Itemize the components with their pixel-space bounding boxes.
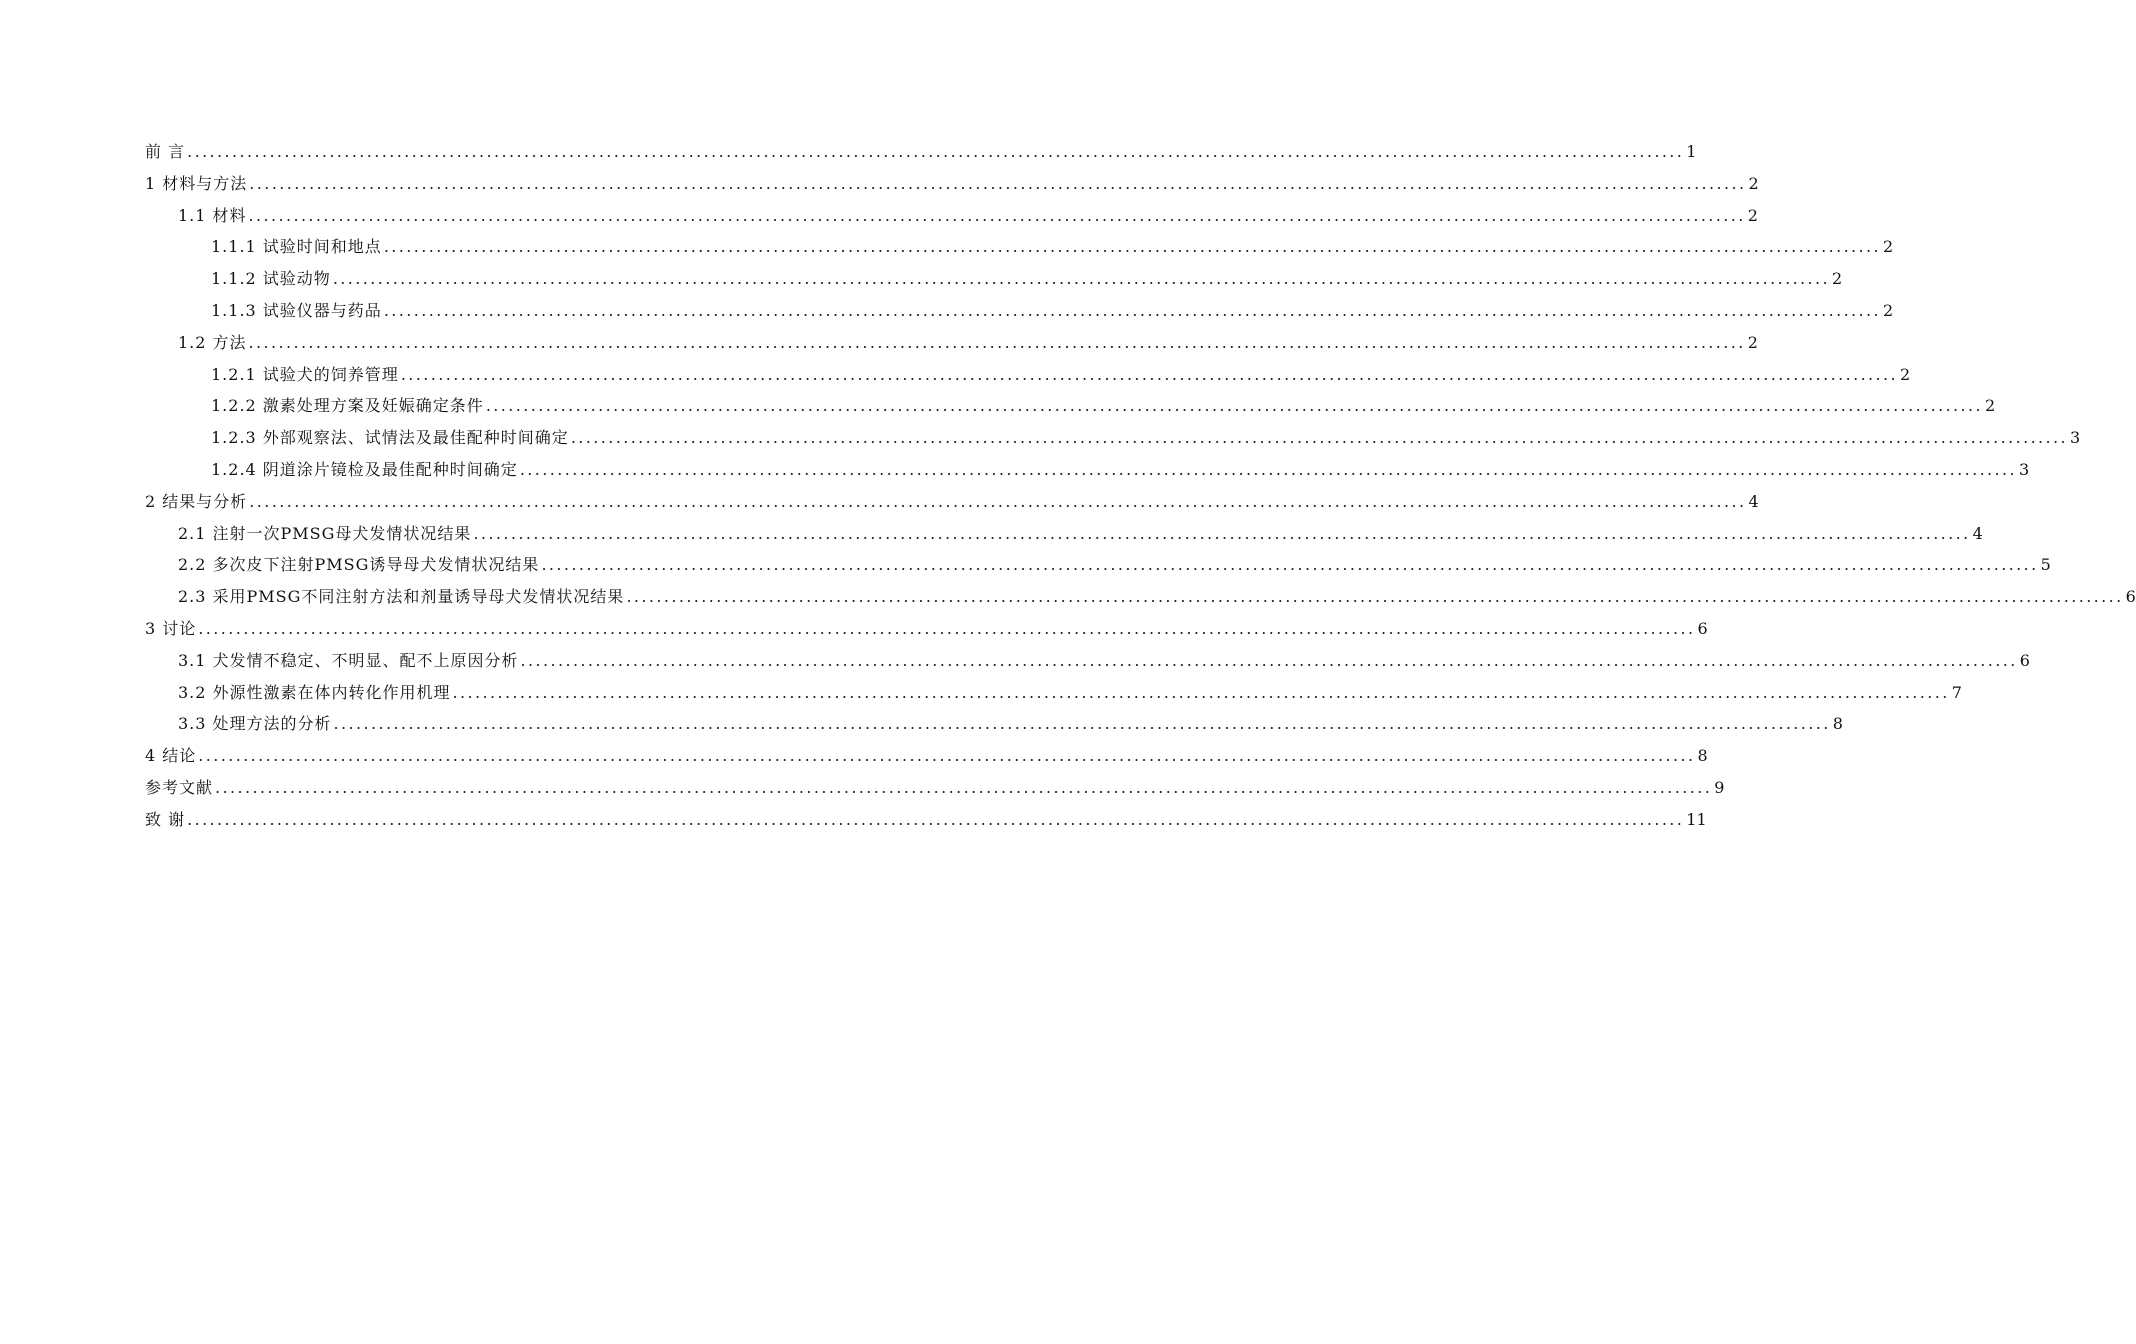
toc-page-number: 7 — [1951, 682, 1962, 702]
toc-dot-leader: ........................................................................................................................................................................................................ — [332, 269, 1830, 289]
toc-entry[interactable] — [145, 708, 1843, 740]
toc-dot-leader: ........................................................................................................................................................................................................ — [383, 237, 1881, 257]
toc-dot-leader: ........................................................................................................................................................................................................ — [519, 459, 2017, 479]
toc-page-number: 9 — [1714, 777, 1725, 797]
toc-entry[interactable] — [145, 136, 1697, 168]
toc-dot-leader: ........................................................................................................................................................................................................ — [248, 332, 1746, 352]
toc-entry-title: 3.1 犬发情不稳定、不明显、配不上原因分析 — [178, 650, 519, 670]
toc-page-number: 11 — [1686, 809, 1707, 829]
toc-dot-leader: ........................................................................................................................................................................................................ — [187, 809, 1685, 829]
toc-entry[interactable] — [145, 231, 1894, 263]
toc-entry[interactable] — [145, 454, 2030, 486]
toc-page-number: 8 — [1697, 746, 1708, 766]
toc-dot-leader: ........................................................................................................................................................................................................ — [400, 364, 1898, 384]
toc-page-number: 2 — [1748, 173, 1759, 193]
toc-entry[interactable] — [145, 200, 1758, 232]
toc-page-number: 2 — [1883, 237, 1894, 257]
toc-entry[interactable] — [145, 263, 1843, 295]
toc-dot-leader: ........................................................................................................................................................................................................ — [383, 300, 1881, 320]
toc-entry[interactable] — [145, 740, 1708, 772]
toc-page-number: 4 — [1748, 491, 1759, 511]
toc-entry[interactable] — [145, 549, 2051, 581]
toc-entry[interactable] — [145, 804, 1707, 836]
toc-page-number: 3 — [2019, 459, 2030, 479]
toc-entry-title: 3 讨论 — [145, 618, 197, 638]
toc-page-number: 2 — [1883, 300, 1894, 320]
toc-page-number: 5 — [2040, 555, 2051, 575]
toc-entry[interactable] — [145, 518, 1983, 550]
toc-entry-title: 4 结论 — [145, 746, 197, 766]
toc-entry-title: 1.1.3 试验仪器与药品 — [211, 300, 382, 320]
toc-page-number: 2 — [1747, 332, 1758, 352]
toc-entry[interactable] — [145, 645, 2030, 677]
toc-entry-title: 1.2.1 试验犬的饲养管理 — [211, 364, 399, 384]
toc-dot-leader: ........................................................................................................................................................................................................ — [333, 714, 1831, 734]
toc-page-number: 6 — [1697, 618, 1708, 638]
toc-entry-title: 1.2 方法 — [178, 332, 247, 352]
toc-entry-title: 2.2 多次皮下注射PMSG诱导母犬发情状况结果 — [178, 555, 540, 575]
toc-entry[interactable] — [145, 772, 1725, 804]
toc-entry-title: 2.3 采用PMSG不同注射方法和剂量诱导母犬发情状况结果 — [178, 587, 625, 607]
toc-dot-leader: ........................................................................................................................................................................................................ — [248, 205, 1746, 225]
toc-dot-leader: ........................................................................................................................................................................................................ — [249, 173, 1747, 193]
toc-page-number: 4 — [1972, 523, 1983, 543]
toc-entry[interactable] — [145, 677, 1962, 709]
toc-dot-leader: ........................................................................................................................................................................................................ — [473, 523, 1971, 543]
toc-page-number: 2 — [1832, 269, 1843, 289]
toc-entry-title: 3.2 外源性激素在体内转化作用机理 — [178, 682, 451, 702]
toc-dot-leader: ........................................................................................................................................................................................................ — [215, 777, 1713, 797]
toc-dot-leader: ........................................................................................................................................................................................................ — [520, 650, 2018, 670]
toc-entry-title: 1.2.2 激素处理方案及妊娠确定条件 — [211, 396, 484, 416]
toc-page-number: 2 — [1747, 205, 1758, 225]
toc-dot-leader: ........................................................................................................................................................................................................ — [452, 682, 1950, 702]
toc-entry-title: 2.1 注射一次PMSG母犬发情状况结果 — [178, 523, 472, 543]
toc-entry-title: 1.1.2 试验动物 — [211, 269, 331, 289]
toc-dot-leader: ........................................................................................................................................................................................................ — [198, 746, 1696, 766]
toc-entry-title: 2 结果与分析 — [145, 491, 248, 511]
table-of-contents — [145, 136, 2136, 836]
toc-entry-title: 3.3 处理方法的分析 — [178, 714, 332, 734]
toc-entry-title: 1 材料与方法 — [145, 173, 248, 193]
toc-dot-leader: ........................................................................................................................................................................................................ — [626, 587, 2124, 607]
toc-entry[interactable] — [145, 359, 1911, 391]
toc-entry[interactable] — [145, 327, 1758, 359]
toc-page-number: 1 — [1686, 142, 1697, 161]
toc-dot-leader: ........................................................................................................................................................................................................ — [485, 396, 1983, 416]
toc-entry[interactable] — [145, 486, 1759, 518]
toc-entry-title: 1.1.1 试验时间和地点 — [211, 237, 382, 257]
toc-dot-leader: ........................................................................................................................................................................................................ — [187, 142, 1685, 161]
toc-entry-title: 参考文献 — [145, 777, 214, 797]
toc-dot-leader: ........................................................................................................................................................................................................ — [198, 618, 1696, 638]
toc-entry[interactable] — [145, 295, 1894, 327]
toc-entry[interactable] — [145, 390, 1996, 422]
toc-entry[interactable] — [145, 581, 2136, 613]
toc-entry-title: 前 言 — [145, 142, 186, 161]
toc-page-number: 6 — [2125, 587, 2136, 607]
toc-page-number: 8 — [1832, 714, 1843, 734]
toc-entry[interactable] — [145, 613, 1708, 645]
toc-entry[interactable] — [145, 168, 1759, 200]
toc-page-number: 2 — [1900, 364, 1911, 384]
toc-entry-title: 1.2.3 外部观察法、试情法及最佳配种时间确定 — [211, 428, 569, 448]
toc-entry-title: 致 谢 — [145, 809, 186, 829]
toc-page-number: 3 — [2070, 428, 2081, 448]
toc-entry-title: 1.1 材料 — [178, 205, 247, 225]
toc-page-number: 6 — [2019, 650, 2030, 670]
toc-dot-leader: ........................................................................................................................................................................................................ — [570, 428, 2068, 448]
toc-page-number: 2 — [1985, 396, 1996, 416]
toc-entry[interactable] — [145, 422, 2081, 454]
toc-dot-leader: ........................................................................................................................................................................................................ — [249, 491, 1747, 511]
toc-entry-title: 1.2.4 阴道涂片镜检及最佳配种时间确定 — [211, 459, 518, 479]
toc-dot-leader: ........................................................................................................................................................................................................ — [541, 555, 2039, 575]
